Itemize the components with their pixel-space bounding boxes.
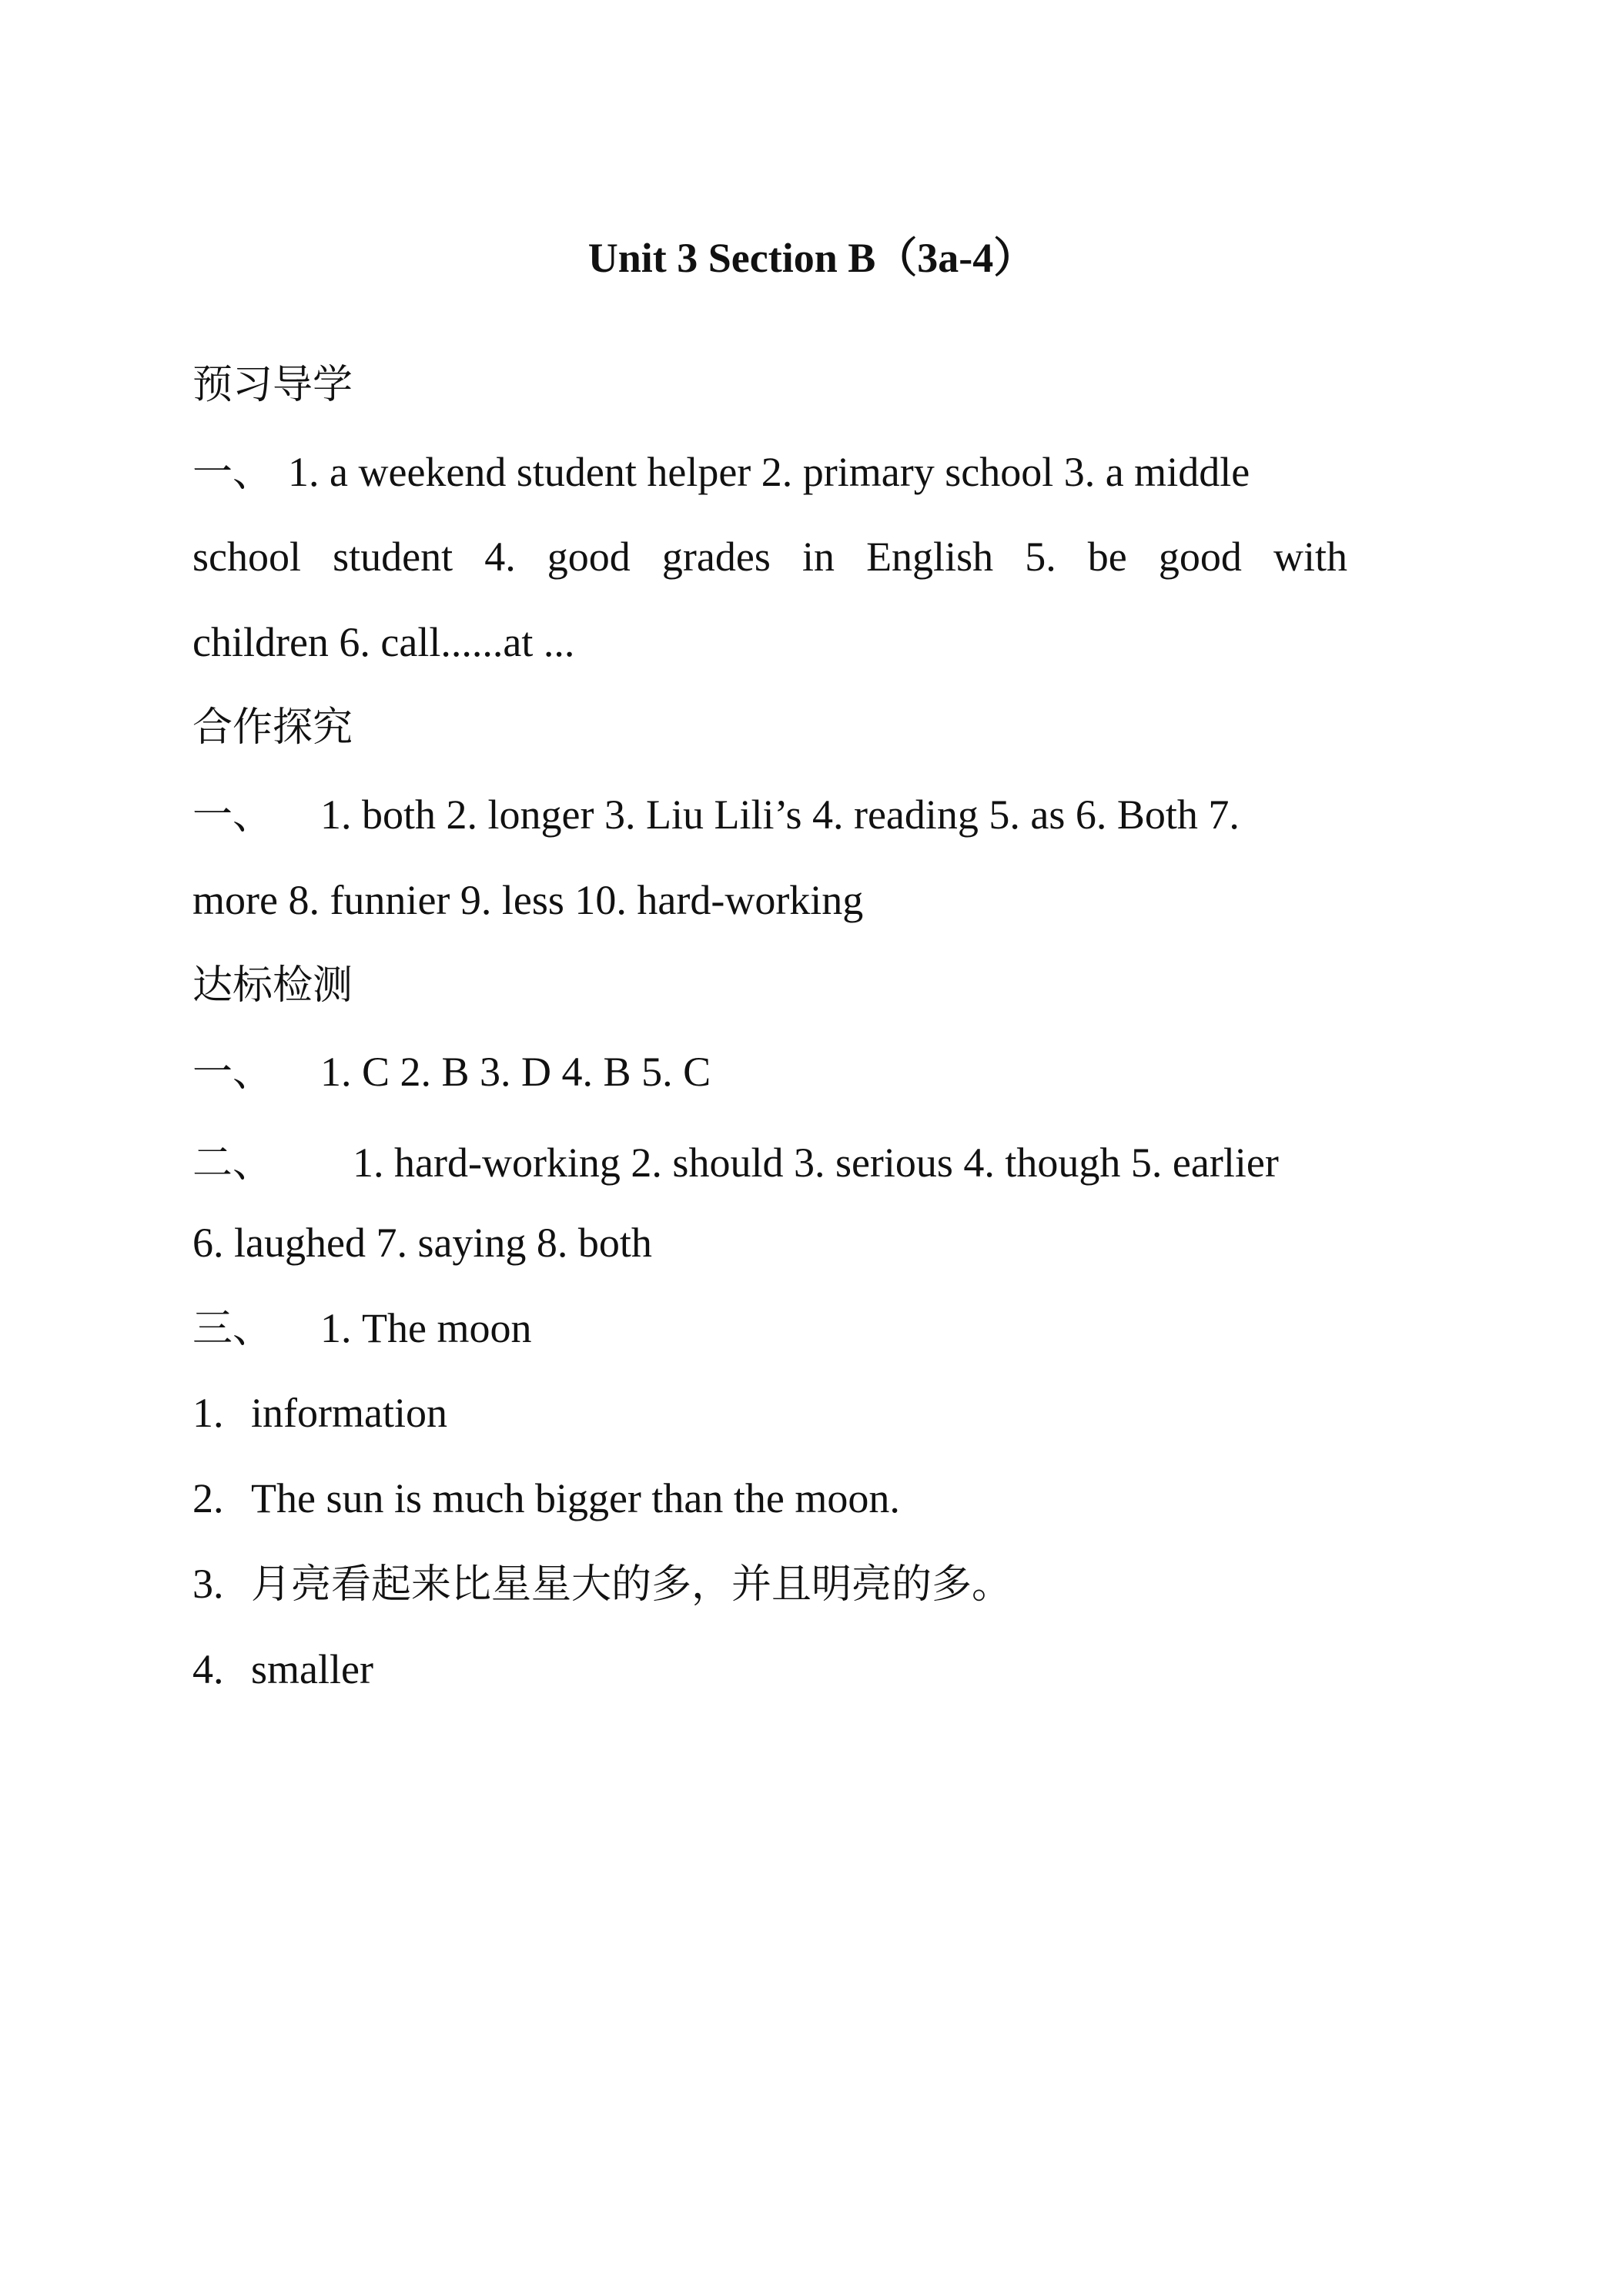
page-title: Unit 3 Section B（3a-4）: [587, 235, 1036, 281]
list-item-number: 2.: [192, 1475, 224, 1521]
list-item-number: 4.: [192, 1646, 224, 1692]
list-item-text: 月亮看起来比星星大的多，并且明亮的多。: [251, 1561, 1012, 1608]
preview-part1-line3: children 6. call......at ...: [192, 619, 575, 665]
section-heading-preview: 预习导学: [192, 362, 353, 408]
preview-part1-line1: [192, 445, 1347, 500]
answer-text: 1. The moon: [320, 1305, 532, 1351]
list-item: [192, 1471, 1347, 1525]
part-marker: 三、: [192, 1306, 273, 1352]
test-part1-line1: [192, 1045, 1347, 1099]
part-marker: 一、: [192, 792, 273, 838]
answer-text: 1. a weekend student helper 2. primary school 3. a middle: [288, 449, 1250, 495]
list-item-text: The sun is much bigger than the moon.: [251, 1475, 900, 1521]
preview-part1-line2: school student 4. good grades in English 5. be good with: [192, 534, 1347, 580]
list-item-text: information: [251, 1390, 447, 1436]
part-marker: 二、: [192, 1140, 273, 1186]
list-item-number: 1.: [192, 1390, 224, 1436]
section-heading-test: 达标检测: [192, 962, 353, 1009]
test-part2-line2: 6. laughed 7. saying 8. both: [192, 1220, 652, 1266]
explore-part1-line2: more 8. funnier 9. less 10. hard-working: [192, 877, 864, 923]
test-part3-line1: [192, 1301, 1347, 1356]
test-part2-line1: [192, 1136, 1347, 1190]
list-item: [192, 1642, 1347, 1696]
list-item: [192, 1386, 1347, 1440]
explore-part1-line1: [192, 788, 1347, 842]
list-item-number: 3.: [192, 1561, 224, 1607]
list-item-text: smaller: [251, 1646, 373, 1692]
section-heading-explore: 合作探究: [192, 705, 353, 751]
list-item: [192, 1557, 1347, 1612]
answer-text: 1. C 2. B 3. D 4. B 5. C: [320, 1049, 711, 1095]
part-marker: 一、: [192, 450, 273, 496]
answer-text: 1. hard-working 2. should 3. serious 4. though 5. earlier: [353, 1140, 1279, 1186]
answer-text: 1. both 2. longer 3. Liu Lili’s 4. reading 5. as 6. Both 7.: [320, 792, 1240, 838]
part-marker: 一、: [192, 1049, 273, 1096]
